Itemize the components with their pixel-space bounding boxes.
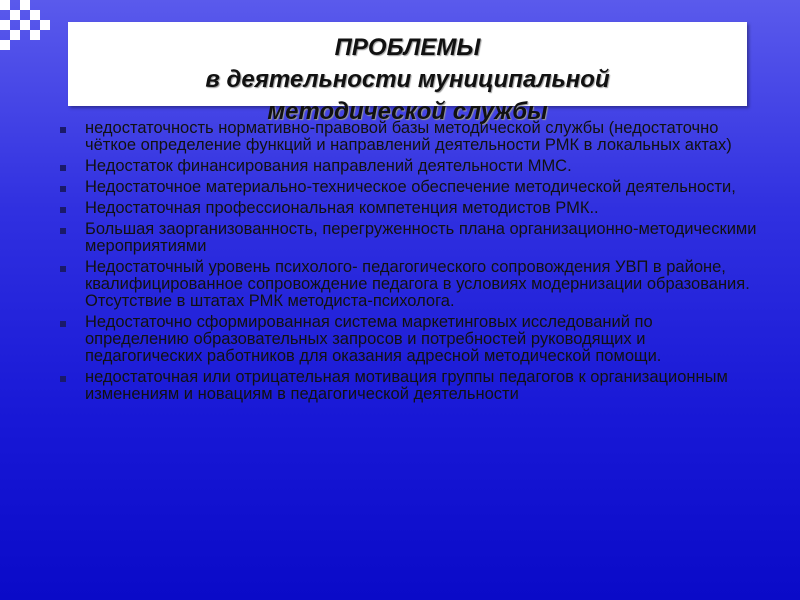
bullet-square-icon xyxy=(60,207,66,213)
list-item xyxy=(60,120,760,154)
bullet-square-icon xyxy=(60,186,66,192)
title-line-3: методической службы xyxy=(267,98,548,125)
list-item xyxy=(60,200,760,217)
list-item xyxy=(60,179,760,196)
list-item xyxy=(60,221,760,255)
list-item-text: Недостаточный уровень психолого- педагогического сопровождения УВП в районе, квалифицированное сопровождение педагога в условиях модернизации образования. Отсутствие в штатах РМК методиста-психолога. xyxy=(85,258,750,310)
bullet-square-icon xyxy=(60,228,66,234)
list-item-text: Недостаточно сформированная система маркетинговых исследований по определению образовательных запросов и потребностей руководящих и педагогических работников для оказания адресной методической помощи. xyxy=(85,313,662,365)
title-line-1: ПРОБЛЕМЫ xyxy=(334,34,481,61)
bullet-square-icon xyxy=(60,127,66,133)
list-item xyxy=(60,158,760,175)
corner-decoration xyxy=(0,0,60,60)
list-item xyxy=(60,259,760,310)
bullet-square-icon xyxy=(60,321,66,327)
list-item-text: недостаточность нормативно-правовой базы методической службы (недостаточно чёткое определение функций и направлений деятельности РМК в локальных актах) xyxy=(85,119,732,154)
list-item-text: Недостаточное материально-техническое обеспечение методической деятельности, xyxy=(85,178,736,196)
title-line-2: в деятельности муниципальной xyxy=(205,66,610,93)
slide-title xyxy=(68,22,747,125)
list-item xyxy=(60,314,760,365)
bullet-square-icon xyxy=(60,165,66,171)
list-item-text: недостаточная или отрицательная мотивация группы педагогов к организационным изменениям и новациям в педагогической деятельности xyxy=(85,368,728,403)
bullet-square-icon xyxy=(60,376,66,382)
list-item-text: Большая заорганизованность, перегруженность плана организационно-методическими мероприятиями xyxy=(85,220,757,255)
list-item-text: Недостаточная профессиональная компетенция методистов РМК.. xyxy=(85,199,599,217)
list-item xyxy=(60,369,760,403)
bullet-square-icon xyxy=(60,266,66,272)
list-item-text: Недостаток финансирования направлений деятельности ММС. xyxy=(85,157,572,175)
problem-list xyxy=(60,120,760,407)
